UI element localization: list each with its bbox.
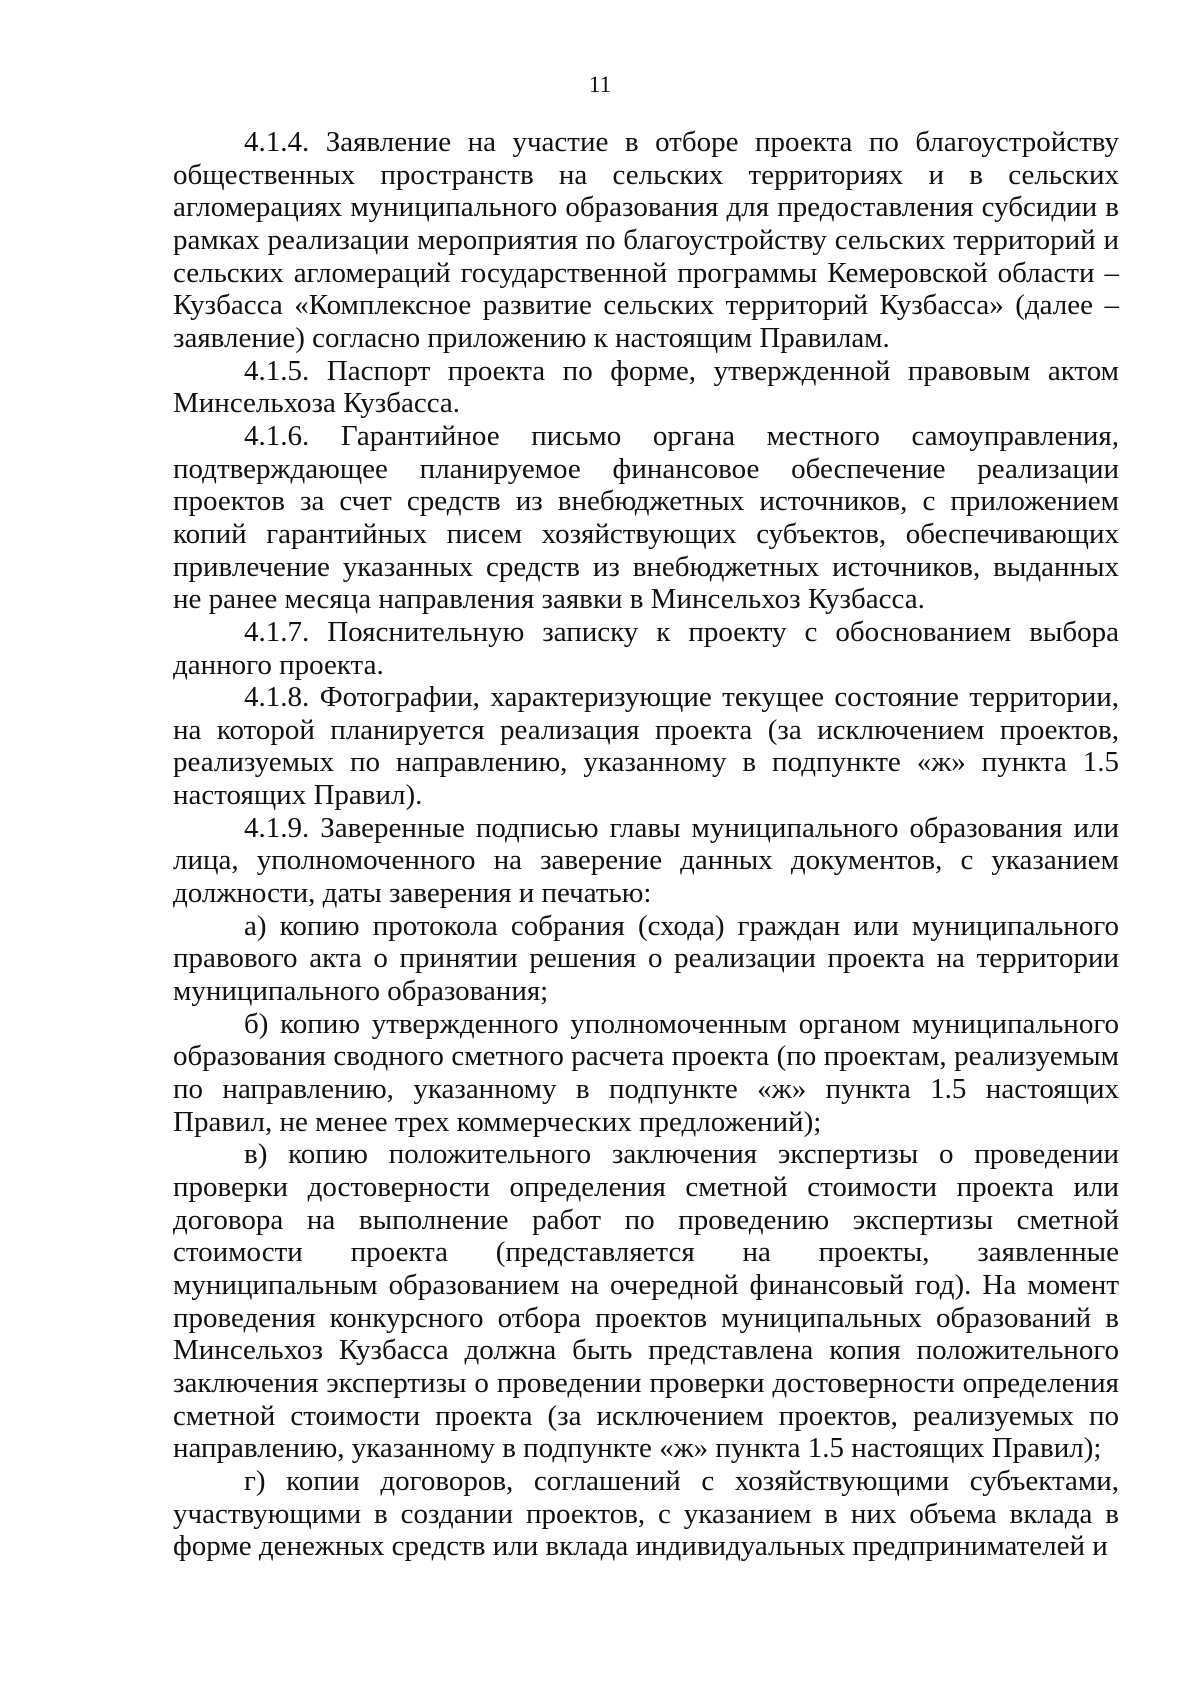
paragraph-4-1-4: 4.1.4. Заявление на участие в отборе проекта по благоустройству общественных пространств на сельских территориях и в сельских агломерациях муниципального образования для предоставления субсидии в рамках реализации мероприятия по благоустройству сельских территорий и сельских агломераций государственной программы Кемеровской области – Кузбасса «Комплексное развитие сельских территорий Кузбасса» (далее – заявление) согласно приложению к настоящим Правилам. bbox=[173, 126, 1119, 354]
page-number: 11 bbox=[588, 72, 612, 97]
paragraph-4-1-9: 4.1.9. Заверенные подписью главы муниципального образования или лица, уполномоченного на заверение данных документов, с указанием должности, даты заверения и печатью: bbox=[173, 811, 1119, 910]
subparagraph-b: б) копию утвержденного уполномоченным органом муниципального образования сводного сметного расчета проекта (по проектам, реализуемым по направлению, указанному в подпункте «ж» пункта 1.5 настоящих Правил, не менее трех коммерческих предложений); bbox=[173, 1007, 1119, 1138]
document-body bbox=[173, 126, 1119, 1563]
paragraph-4-1-5: 4.1.5. Паспорт проекта по форме, утвержденной правовым актом Минсельхоза Кузбасса. bbox=[173, 354, 1119, 420]
paragraph-4-1-8: 4.1.8. Фотографии, характеризующие текущее состояние территории, на которой планируется реализация проекта (за исключением проектов, реализуемых по направлению, указанному в подпункте «ж» пункта 1.5 настоящих Правил). bbox=[173, 681, 1119, 812]
paragraph-4-1-6: 4.1.6. Гарантийное письмо органа местного самоуправления, подтверждающее планируемое финансовое обеспечение реализации проектов за счет средств из внебюджетных источников, с приложением копий гарантийных писем хозяйствующих субъектов, обеспечивающих привлечение указанных средств из внебюджетных источников, выданных не ранее месяца направления заявки в Минсельхоз Кузбасса. bbox=[173, 419, 1119, 616]
paragraph-4-1-7: 4.1.7. Пояснительную записку к проекту с обоснованием выбора данного проекта. bbox=[173, 615, 1119, 681]
subparagraph-g: г) копии договоров, соглашений с хозяйствующими субъектами, участвующими в создании проектов, с указанием в них объема вклада в форме денежных средств или вклада индивидуальных предпринимателей и bbox=[173, 1464, 1119, 1563]
subparagraph-a: а) копию протокола собрания (схода) граждан или муниципального правового акта о принятии решения о реализации проекта на территории муниципального образования; bbox=[173, 909, 1119, 1008]
subparagraph-v: в) копию положительного заключения экспертизы о проведении проверки достоверности определения сметной стоимости проекта или договора на выполнение работ по проведению экспертизы сметной стоимости проекта (представляется на проекты, заявленные муниципальным образованием на очередной финансовый год). На момент проведения конкурсного отбора проектов муниципальных образований в Минсельхоз Кузбасса должна быть представлена копия положительного заключения экспертизы о проведении проверки достоверности определения сметной стоимости проекта (за исключением проектов, реализуемых по направлению, указанному в подпункте «ж» пункта 1.5 настоящих Правил); bbox=[173, 1138, 1119, 1465]
